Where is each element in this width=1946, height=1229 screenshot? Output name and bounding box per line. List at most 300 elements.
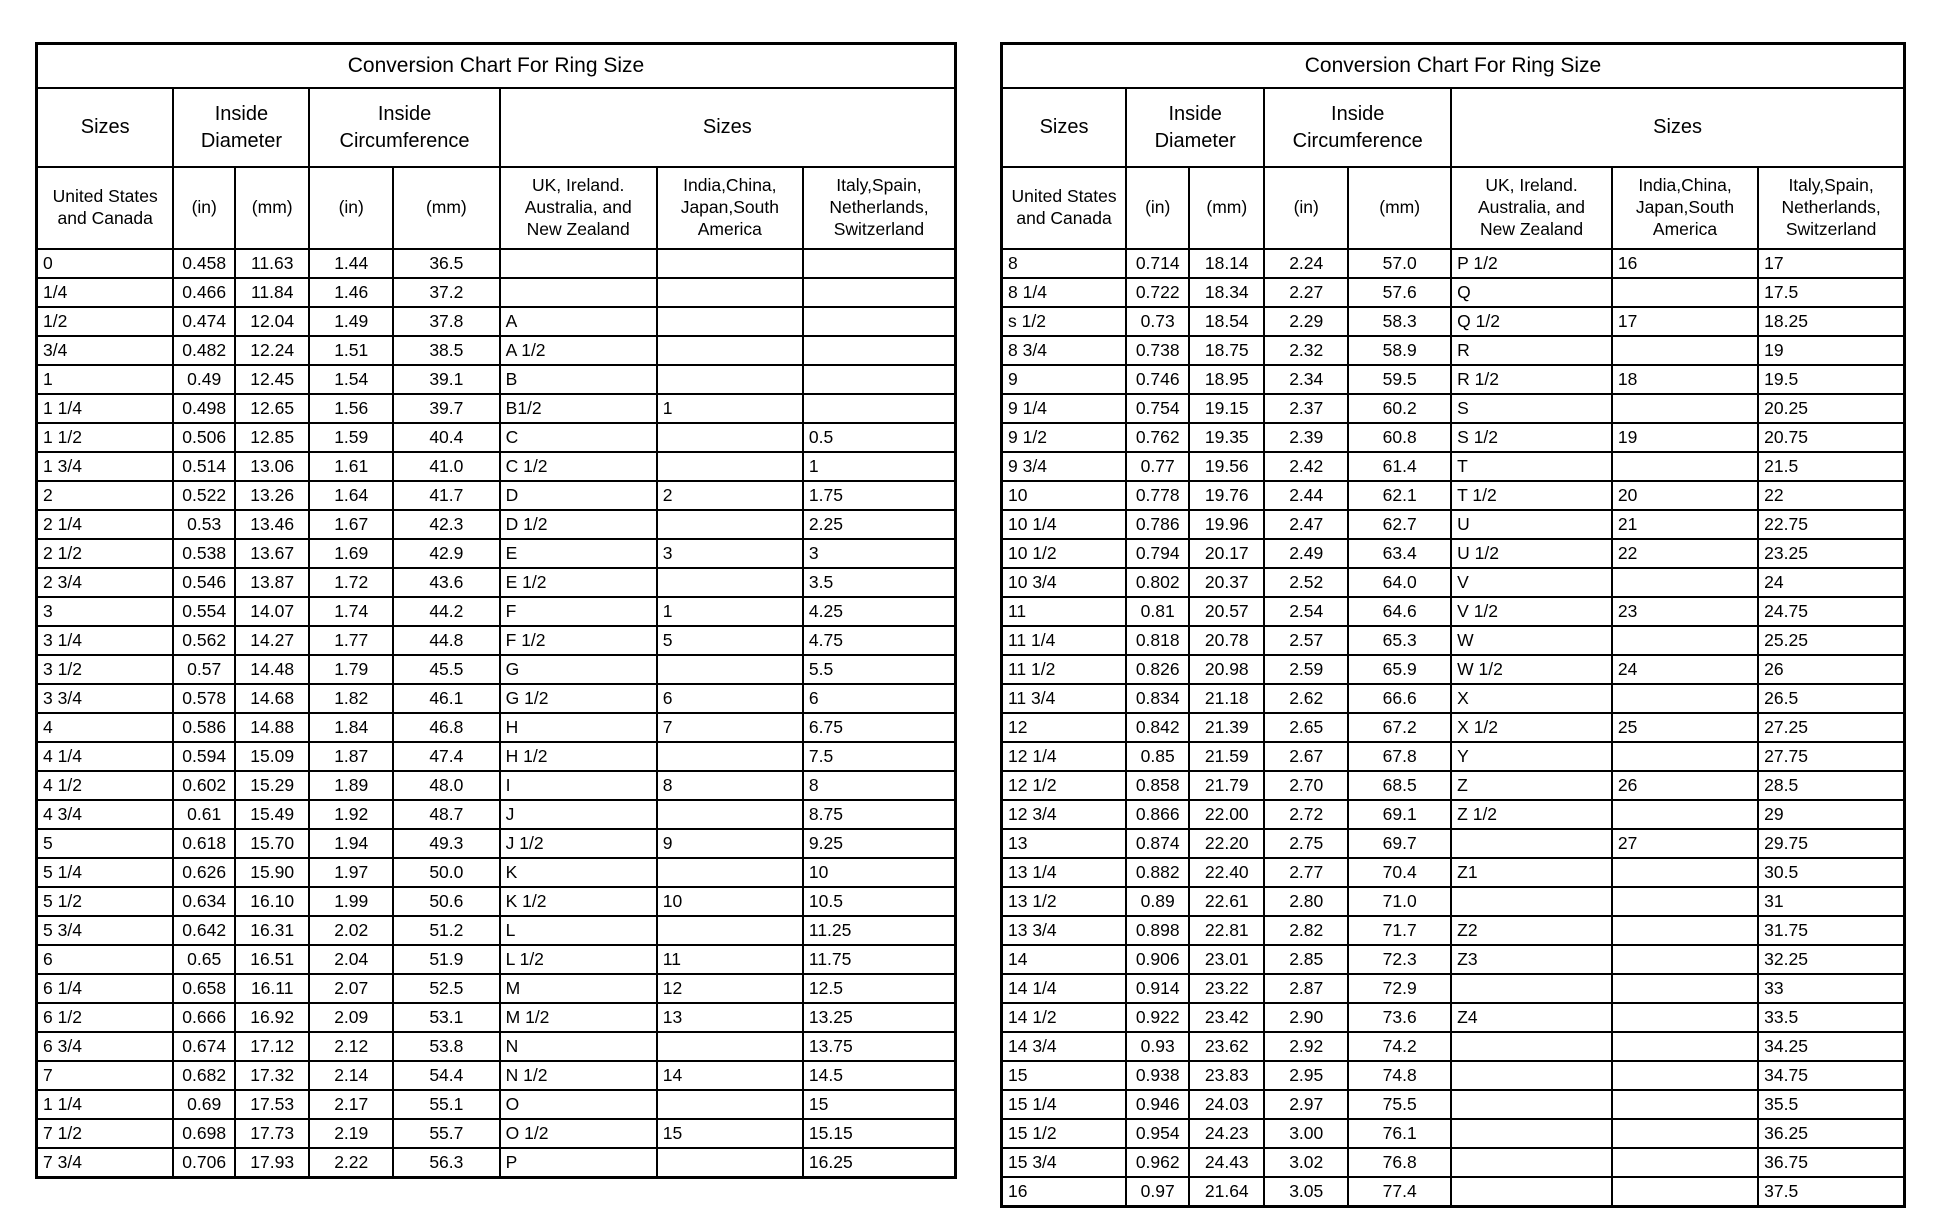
table-cell: 15 [657, 1119, 803, 1148]
table-cell: 1.97 [309, 858, 393, 887]
table-cell: 65.3 [1348, 626, 1451, 655]
table-cell: 0.834 [1126, 684, 1189, 713]
table-cell: 0.946 [1126, 1090, 1189, 1119]
table-cell: 14.48 [235, 655, 309, 684]
table-cell: 2 3/4 [37, 568, 174, 597]
table-title: Conversion Chart For Ring Size [1002, 44, 1905, 89]
table-cell: N [500, 1032, 657, 1061]
table-cell: 17.12 [235, 1032, 309, 1061]
table-cell: 34.75 [1758, 1061, 1904, 1090]
table-cell: 0.938 [1126, 1061, 1189, 1090]
table-row [1002, 365, 1905, 394]
column-header-cell: (in) [1126, 167, 1189, 249]
table-cell: 0.818 [1126, 626, 1189, 655]
table-cell: 14 1/2 [1002, 1003, 1127, 1032]
table-cell: 29.75 [1758, 829, 1904, 858]
table-cell: 0.546 [173, 568, 235, 597]
table-cell: X [1451, 684, 1612, 713]
table-row [1002, 1061, 1905, 1090]
table-cell: O 1/2 [500, 1119, 657, 1148]
table-cell: F 1/2 [500, 626, 657, 655]
table-cell: 5 1/4 [37, 858, 174, 887]
table-cell: 0.866 [1126, 800, 1189, 829]
table-cell: 11.63 [235, 249, 309, 278]
table-cell: 48.0 [393, 771, 500, 800]
table-cell: 45.5 [393, 655, 500, 684]
table-cell: 3 1/4 [37, 626, 174, 655]
table-cell: C [500, 423, 657, 452]
table-cell: D 1/2 [500, 510, 657, 539]
table-cell: 2.87 [1264, 974, 1348, 1003]
table-row [1002, 742, 1905, 771]
table-cell [657, 1148, 803, 1178]
table-cell [657, 858, 803, 887]
column-header-cell: India,China, Japan,South America [1612, 167, 1758, 249]
table-cell: 20.25 [1758, 394, 1904, 423]
table-cell [803, 278, 956, 307]
table-cell: 53.8 [393, 1032, 500, 1061]
table-cell: 6 3/4 [37, 1032, 174, 1061]
table-cell: 13.06 [235, 452, 309, 481]
table-cell: K 1/2 [500, 887, 657, 916]
table-cell: M 1/2 [500, 1003, 657, 1032]
table-cell: 15 [1002, 1061, 1127, 1090]
table-cell: 21.18 [1189, 684, 1264, 713]
table-cell [1612, 1003, 1758, 1032]
table-cell: 0.93 [1126, 1032, 1189, 1061]
table-cell: 22.81 [1189, 916, 1264, 945]
table-cell [1451, 1119, 1612, 1148]
table-cell: 0.746 [1126, 365, 1189, 394]
table-cell: 5 [37, 829, 174, 858]
table-cell: 9 1/4 [1002, 394, 1127, 423]
table-cell [657, 916, 803, 945]
column-header-row [1002, 167, 1905, 249]
table-row [37, 829, 956, 858]
table-cell: 16.31 [235, 916, 309, 945]
table-row [37, 887, 956, 916]
table-cell: 0.778 [1126, 481, 1189, 510]
table-cell: 2.47 [1264, 510, 1348, 539]
table-cell: 21.39 [1189, 713, 1264, 742]
table-cell: 11 [657, 945, 803, 974]
table-cell: 21.5 [1758, 452, 1904, 481]
table-cell: 0.858 [1126, 771, 1189, 800]
table-cell: 11 1/4 [1002, 626, 1127, 655]
table-cell: 1 [657, 597, 803, 626]
table-cell: 0.482 [173, 336, 235, 365]
table-row [1002, 945, 1905, 974]
table-row [1002, 1148, 1905, 1177]
table-cell: 0.706 [173, 1148, 235, 1178]
table-cell: 4 3/4 [37, 800, 174, 829]
table-row [37, 568, 956, 597]
table-cell: 14 [657, 1061, 803, 1090]
table-cell [1612, 394, 1758, 423]
table-cell: 19 [1758, 336, 1904, 365]
table-cell: 1.77 [309, 626, 393, 655]
table-cell: 12.04 [235, 307, 309, 336]
table-cell: 2.85 [1264, 945, 1348, 974]
table-cell: 0.674 [173, 1032, 235, 1061]
table-cell: 76.1 [1348, 1119, 1451, 1148]
table-cell: O [500, 1090, 657, 1119]
table-cell: 2.82 [1264, 916, 1348, 945]
table-cell: 1 1/2 [37, 423, 174, 452]
table-cell: 8 [657, 771, 803, 800]
table-row [1002, 713, 1905, 742]
table-cell: 1.51 [309, 336, 393, 365]
table-cell: G [500, 655, 657, 684]
table-row [37, 1032, 956, 1061]
table-cell: 5 [657, 626, 803, 655]
table-cell: 24 [1612, 655, 1758, 684]
table-cell: 19.35 [1189, 423, 1264, 452]
table-cell: E 1/2 [500, 568, 657, 597]
table-cell: 0.714 [1126, 249, 1189, 278]
table-cell: 21.64 [1189, 1177, 1264, 1207]
table-cell: 24.43 [1189, 1148, 1264, 1177]
table-cell: 0.85 [1126, 742, 1189, 771]
table-cell: 17.53 [235, 1090, 309, 1119]
table-cell: 0.826 [1126, 655, 1189, 684]
table-title-row [37, 44, 956, 89]
table-cell: 8.75 [803, 800, 956, 829]
table-cell: C 1/2 [500, 452, 657, 481]
table-cell: 1/4 [37, 278, 174, 307]
table-cell: P 1/2 [1451, 249, 1612, 278]
table-cell: X 1/2 [1451, 713, 1612, 742]
table-cell: 58.3 [1348, 307, 1451, 336]
header-group-cell: Inside Diameter [173, 88, 309, 167]
table-cell [1612, 1119, 1758, 1148]
table-cell: 53.1 [393, 1003, 500, 1032]
table-cell [657, 568, 803, 597]
table-cell: 2.14 [309, 1061, 393, 1090]
table-title-row [1002, 44, 1905, 89]
table-cell: B1/2 [500, 394, 657, 423]
table-cell: 13 1/4 [1002, 858, 1127, 887]
table-cell: 14 [1002, 945, 1127, 974]
table-cell: 49.3 [393, 829, 500, 858]
table-cell: 0.594 [173, 742, 235, 771]
table-cell [657, 742, 803, 771]
table-cell: 19.5 [1758, 365, 1904, 394]
table-cell: H 1/2 [500, 742, 657, 771]
table-cell: 11 3/4 [1002, 684, 1127, 713]
table-cell: 1.94 [309, 829, 393, 858]
table-cell: 24.75 [1758, 597, 1904, 626]
table-cell [500, 249, 657, 278]
table-cell [1612, 452, 1758, 481]
table-cell: 2.25 [803, 510, 956, 539]
table-row [1002, 1177, 1905, 1207]
table-cell: 73.6 [1348, 1003, 1451, 1032]
column-header-cell: (in) [1264, 167, 1348, 249]
table-row [1002, 829, 1905, 858]
table-cell [1612, 1090, 1758, 1119]
table-row [37, 539, 956, 568]
table-cell: 22 [1758, 481, 1904, 510]
table-cell: L [500, 916, 657, 945]
table-cell: 64.0 [1348, 568, 1451, 597]
table-row [37, 655, 956, 684]
table-cell: 0.89 [1126, 887, 1189, 916]
table-cell: 10 1/2 [1002, 539, 1127, 568]
table-row [1002, 307, 1905, 336]
table-cell: 0.538 [173, 539, 235, 568]
table-row [37, 336, 956, 365]
table-cell: 56.3 [393, 1148, 500, 1178]
table-cell: 10 [657, 887, 803, 916]
table-cell: 12.85 [235, 423, 309, 452]
table-cell: 14.5 [803, 1061, 956, 1090]
table-cell: 22.61 [1189, 887, 1264, 916]
table-cell: K [500, 858, 657, 887]
table-cell: 11.84 [235, 278, 309, 307]
table-body [37, 249, 956, 1178]
table-cell: V [1451, 568, 1612, 597]
table-row [1002, 452, 1905, 481]
table-cell: 23 [1612, 597, 1758, 626]
table-cell: 66.6 [1348, 684, 1451, 713]
table-cell: 3/4 [37, 336, 174, 365]
column-header-cell: Italy,Spain, Netherlands, Switzerland [803, 167, 956, 249]
table-cell: 0.634 [173, 887, 235, 916]
table-cell: 3.02 [1264, 1148, 1348, 1177]
table-cell [657, 1090, 803, 1119]
table-cell: 21.79 [1189, 771, 1264, 800]
table-cell: 23.42 [1189, 1003, 1264, 1032]
table-title: Conversion Chart For Ring Size [37, 44, 956, 89]
table-cell: 75.5 [1348, 1090, 1451, 1119]
table-cell: W 1/2 [1451, 655, 1612, 684]
table-cell: R 1/2 [1451, 365, 1612, 394]
table-cell: 20.75 [1758, 423, 1904, 452]
table-row [37, 394, 956, 423]
table-row [37, 452, 956, 481]
table-header [1002, 44, 1905, 250]
table-cell: 50.0 [393, 858, 500, 887]
table-cell: 1.54 [309, 365, 393, 394]
table-cell: 63.4 [1348, 539, 1451, 568]
table-cell: 69.7 [1348, 829, 1451, 858]
table-cell: N 1/2 [500, 1061, 657, 1090]
table-row [1002, 510, 1905, 539]
table-cell [803, 365, 956, 394]
table-row [1002, 278, 1905, 307]
table-cell: 2.09 [309, 1003, 393, 1032]
table-cell: 0.77 [1126, 452, 1189, 481]
table-cell [1612, 800, 1758, 829]
table-cell: 17 [1758, 249, 1904, 278]
table-cell [1451, 1061, 1612, 1090]
table-cell: 14.27 [235, 626, 309, 655]
table-cell: 0.618 [173, 829, 235, 858]
table-row [37, 916, 956, 945]
table-cell: 16.11 [235, 974, 309, 1003]
table-cell: 0.474 [173, 307, 235, 336]
table-cell: Q 1/2 [1451, 307, 1612, 336]
table-cell: 18.54 [1189, 307, 1264, 336]
table-cell: 19.15 [1189, 394, 1264, 423]
table-cell: 3 [657, 539, 803, 568]
table-cell: 8 3/4 [1002, 336, 1127, 365]
table-cell: 22 [1612, 539, 1758, 568]
table-cell [1612, 887, 1758, 916]
table-cell [1612, 1032, 1758, 1061]
table-cell [1612, 1148, 1758, 1177]
table-cell: 7 [657, 713, 803, 742]
table-row [1002, 684, 1905, 713]
table-cell: 57.0 [1348, 249, 1451, 278]
table-cell: 42.3 [393, 510, 500, 539]
header-group-cell: Inside Circumference [1264, 88, 1451, 167]
table-cell: 10 3/4 [1002, 568, 1127, 597]
table-cell: 2.12 [309, 1032, 393, 1061]
table-cell: 2.92 [1264, 1032, 1348, 1061]
table-cell: 9 [1002, 365, 1127, 394]
table-cell: 1 [657, 394, 803, 423]
table-cell [657, 249, 803, 278]
table-cell: 13.46 [235, 510, 309, 539]
table-cell [657, 423, 803, 452]
header-group-row [1002, 88, 1905, 167]
table-cell: 2.02 [309, 916, 393, 945]
table-cell: A 1/2 [500, 336, 657, 365]
table-cell: 4 1/4 [37, 742, 174, 771]
table-cell: 69.1 [1348, 800, 1451, 829]
table-cell: 1.75 [803, 481, 956, 510]
table-cell: 0 [37, 249, 174, 278]
table-cell: 5 1/2 [37, 887, 174, 916]
table-cell: J 1/2 [500, 829, 657, 858]
table-cell: J [500, 800, 657, 829]
table-cell: 58.9 [1348, 336, 1451, 365]
table-cell: 13.67 [235, 539, 309, 568]
table-cell: 71.0 [1348, 887, 1451, 916]
table-cell: 0.898 [1126, 916, 1189, 945]
table-cell [1612, 916, 1758, 945]
table-cell: 0.514 [173, 452, 235, 481]
table-cell: W [1451, 626, 1612, 655]
table-cell: Y [1451, 742, 1612, 771]
table-cell: 7 1/2 [37, 1119, 174, 1148]
table-cell: T 1/2 [1451, 481, 1612, 510]
column-header-cell: (mm) [1348, 167, 1451, 249]
table-cell: 40.4 [393, 423, 500, 452]
table-cell: 13 [1002, 829, 1127, 858]
table-cell: 0.562 [173, 626, 235, 655]
table-cell: 2 [37, 481, 174, 510]
table-cell: 0.738 [1126, 336, 1189, 365]
column-header-cell: (mm) [235, 167, 309, 249]
table-cell: F [500, 597, 657, 626]
table-cell: 18 [1612, 365, 1758, 394]
table-row [37, 597, 956, 626]
table-cell: 9.25 [803, 829, 956, 858]
table-cell: 22.00 [1189, 800, 1264, 829]
table-cell [1451, 887, 1612, 916]
table-cell: 8 [803, 771, 956, 800]
table-cell [1612, 684, 1758, 713]
table-row [1002, 336, 1905, 365]
column-header-cell: UK, Ireland. Australia, and New Zealand [500, 167, 657, 249]
header-group-cell: Inside Diameter [1126, 88, 1264, 167]
table-cell: 3.05 [1264, 1177, 1348, 1207]
table-cell: 2.90 [1264, 1003, 1348, 1032]
table-cell: 6 [803, 684, 956, 713]
table-row [1002, 1003, 1905, 1032]
table-row [37, 307, 956, 336]
table-cell: 15 [803, 1090, 956, 1119]
table-cell: 1.79 [309, 655, 393, 684]
table-cell: 60.2 [1348, 394, 1451, 423]
table-cell: 17 [1612, 307, 1758, 336]
table-cell: 46.8 [393, 713, 500, 742]
table-cell [1612, 336, 1758, 365]
table-cell [1612, 742, 1758, 771]
table-cell: 15.09 [235, 742, 309, 771]
table-cell: 3.5 [803, 568, 956, 597]
table-cell: 36.5 [393, 249, 500, 278]
column-header-row [37, 167, 956, 249]
table-cell: M [500, 974, 657, 1003]
table-cell: 29 [1758, 800, 1904, 829]
table-cell: 19 [1612, 423, 1758, 452]
table-cell: 0.602 [173, 771, 235, 800]
table-cell: 18.75 [1189, 336, 1264, 365]
table-cell: 2.24 [1264, 249, 1348, 278]
table-cell: 16 [1612, 249, 1758, 278]
table-row [37, 1003, 956, 1032]
table-cell [1451, 974, 1612, 1003]
table-row [1002, 626, 1905, 655]
table-cell: G 1/2 [500, 684, 657, 713]
table-cell: 0.642 [173, 916, 235, 945]
table-cell: 0.922 [1126, 1003, 1189, 1032]
table-cell: 4.25 [803, 597, 956, 626]
table-cell: 64.6 [1348, 597, 1451, 626]
table-cell: 1 1/4 [37, 394, 174, 423]
table-cell: 1.49 [309, 307, 393, 336]
table-cell: 7.5 [803, 742, 956, 771]
table-cell: 1.69 [309, 539, 393, 568]
table-cell: 0.554 [173, 597, 235, 626]
table-cell: 5 3/4 [37, 916, 174, 945]
table-cell: 12.5 [803, 974, 956, 1003]
table-cell: 2.19 [309, 1119, 393, 1148]
table-cell [1451, 1148, 1612, 1177]
table-cell: 0.57 [173, 655, 235, 684]
table-cell: 12 1/4 [1002, 742, 1127, 771]
table-cell: L 1/2 [500, 945, 657, 974]
table-cell: 47.4 [393, 742, 500, 771]
table-cell: 0.874 [1126, 829, 1189, 858]
table-cell: 18.14 [1189, 249, 1264, 278]
column-header-cell: Italy,Spain, Netherlands, Switzerland [1758, 167, 1904, 249]
table-cell: 62.1 [1348, 481, 1451, 510]
table-cell [657, 307, 803, 336]
table-cell [657, 336, 803, 365]
table-cell: 0.498 [173, 394, 235, 423]
table-header [37, 44, 956, 250]
table-row [1002, 539, 1905, 568]
table-cell [1612, 945, 1758, 974]
table-cell: 2 1/4 [37, 510, 174, 539]
table-cell: 1.56 [309, 394, 393, 423]
table-cell: 2.37 [1264, 394, 1348, 423]
